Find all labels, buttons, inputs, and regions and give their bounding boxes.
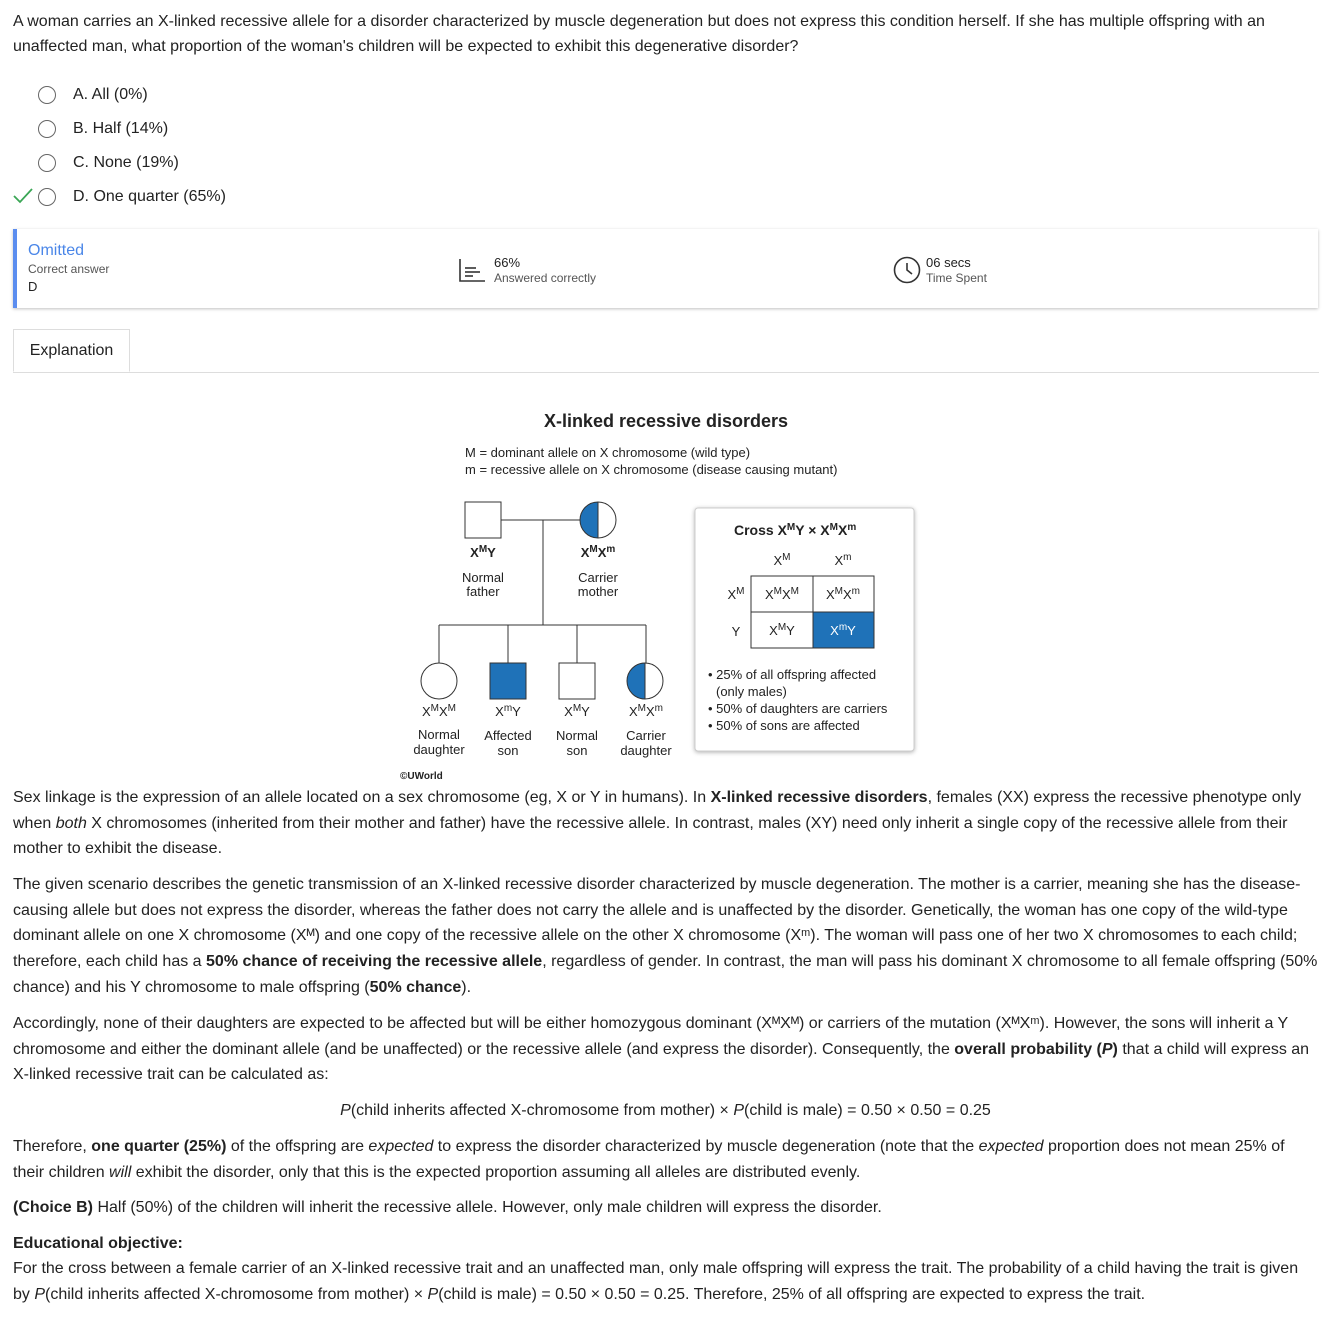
x-linked-figure bbox=[395, 400, 935, 785]
mother-carrier-fill bbox=[580, 500, 598, 540]
legend-recessive: m = recessive allele on X chromosome (disease causing mutant) bbox=[465, 462, 838, 477]
radio-button[interactable] bbox=[38, 86, 56, 104]
mother-desc: mother bbox=[577, 584, 619, 599]
father-symbol bbox=[465, 502, 501, 538]
child-desc: Normal bbox=[418, 727, 460, 742]
child-desc: son bbox=[566, 743, 588, 758]
child-genotype: $X^MX^M$ bbox=[421, 703, 457, 719]
punnett-row-header: Y bbox=[731, 624, 741, 639]
choice-label: A. All (0%) bbox=[73, 86, 148, 103]
svg-text:XMXM: $X^MX^M$ bbox=[764, 586, 800, 602]
tab-explanation[interactable]: Explanation bbox=[13, 329, 130, 372]
affected-son-symbol bbox=[490, 663, 526, 699]
tab-bar bbox=[13, 329, 1319, 373]
mother-desc: Carrier bbox=[578, 570, 618, 585]
figure-title: X-linked recessive disorders bbox=[543, 411, 789, 431]
bar-chart-icon bbox=[458, 257, 486, 283]
normal-daughter-symbol bbox=[421, 663, 457, 699]
choice-label: D. One quarter (65%) bbox=[73, 188, 226, 205]
explanation-paragraph-3: Accordingly, none of their daughters are expected to be affected but will be either homozygous dominant (XᴹXᴹ) or carriers of the mutation (XᴹXᵐ). However, the sons will inherit a Y chromosome and either the dominant allele (and be unaffected) or the recessive allele (and express the disorder). Consequently, the overall probability (P) that a child will express an X-linked recessive trait can be calculated as: bbox=[13, 1015, 1310, 1084]
child-desc: daughter bbox=[620, 743, 672, 758]
educational-objective-title: Educational objective: bbox=[13, 1235, 183, 1252]
radio-button[interactable] bbox=[38, 188, 56, 206]
punnett-col-header: $X^m$ bbox=[834, 552, 852, 568]
choice-label: C. None (19%) bbox=[73, 154, 179, 171]
answer-stats-panel bbox=[13, 229, 1318, 308]
status-omitted: Omitted bbox=[28, 242, 85, 259]
time-spent-value: 06 secs bbox=[926, 255, 971, 270]
child-desc: Affected bbox=[484, 728, 532, 743]
explanation-paragraph-4: Therefore, one quarter (25%) of the offspring are expected to express the disorder characterized by muscle degeneration (note that the expected proportion does not mean 25% of their children will exhibit the disorder, only that this is the expected proportion assuming all alleles are distributed evenly. bbox=[13, 1138, 1285, 1181]
question-stem: A woman carries an X-linked recessive allele for a disorder characterized by muscle degeneration but does not express this condition herself. If she has multiple offspring with an unaffected man, what proportion of the woman's children will be expected to exhibit this degenerative disorder? bbox=[13, 13, 1265, 55]
percent-correct-label: Answered correctly bbox=[494, 271, 597, 285]
child-genotype: $X^MX^m$ bbox=[628, 703, 664, 719]
check-icon bbox=[12, 186, 34, 206]
child-desc: Carrier bbox=[626, 728, 666, 743]
correct-answer-value: D bbox=[28, 279, 38, 294]
child-genotype: $X^MY$ bbox=[564, 703, 590, 719]
mother-genotype: $X^MX^m$ bbox=[580, 544, 616, 560]
explanation-paragraph-1: Sex linkage is the expression of an allele located on a sex chromosome (eg, X or Y in humans). In X-linked recessive disorders, females (XX) express the recessive phenotype only when both X chromosomes (inherited from their mother and father) have the recessive allele. In contrast, males (XY) need only inherit a single copy of the recessive allele from their mother to exhibit the disease. bbox=[13, 789, 1302, 858]
choice-label: B. Half (14%) bbox=[73, 120, 169, 137]
clock-icon bbox=[893, 256, 921, 284]
radio-button[interactable] bbox=[38, 120, 56, 138]
figure-svg bbox=[395, 400, 935, 785]
child-desc: son bbox=[497, 743, 519, 758]
percent-correct-value: 66% bbox=[494, 255, 521, 270]
father-desc: Normal bbox=[462, 570, 504, 585]
correct-answer-label: Correct answer bbox=[28, 262, 110, 276]
time-spent-label: Time Spent bbox=[926, 271, 987, 285]
radio-button[interactable] bbox=[38, 154, 56, 172]
svg-text:XMY: $X^MY$ bbox=[769, 622, 795, 638]
svg-text:XMXm: $X^MX^m$ bbox=[825, 586, 861, 602]
punnett-bullet: • 50% of daughters are carriers bbox=[708, 701, 888, 716]
choice-b-explanation: (Choice B) Half (50%) of the children will inherit the recessive allele. However, only male children will express the disorder. bbox=[13, 1199, 882, 1216]
child-desc: Normal bbox=[556, 728, 598, 743]
probability-formula: P(child inherits affected X-chromosome from mother) × P(child is male) = 0.50 × 0.50 = 0.25 bbox=[340, 1102, 991, 1119]
cross-label: Cross $X^MY \times X^MX^m$ bbox=[734, 522, 857, 538]
explanation-paragraph-2: The given scenario describes the genetic transmission of an X-linked recessive disorder characterized by muscle degeneration. The mother is a carrier, meaning she has the disease-causing allele but does not express the disorder, whereas the father does not carry the allele and is unaffected by the disorder. Genetically, the woman has one copy of the wild-type dominant allele on one X chromosome (Xᴹ) and one copy of the recessive allele on the other X chromosome (Xᵐ). The woman will pass one of her two X chromosomes to each child; therefore, each child has a 50% chance of receiving the recessive allele, regardless of gender. In contrast, the man will pass his dominant X chromosome to all female offspring (50% chance) and his Y chromosome to male offspring (50% chance). bbox=[13, 876, 1318, 996]
father-desc: father bbox=[466, 584, 500, 599]
normal-son-symbol bbox=[559, 663, 595, 699]
punnett-bullet: • 50% of sons are affected bbox=[708, 718, 860, 733]
child-desc: daughter bbox=[413, 742, 465, 757]
punnett-col-header: $X^M$ bbox=[773, 552, 791, 568]
child-genotype: $X^mY$ bbox=[495, 703, 521, 719]
legend-dominant: M = dominant allele on X chromosome (wild type) bbox=[465, 445, 751, 460]
punnett-bullet: (only males) bbox=[716, 684, 787, 699]
punnett-row-header: $X^M$ bbox=[727, 586, 745, 602]
father-genotype: $X^MY$ bbox=[470, 544, 496, 560]
carrier-daughter-fill bbox=[627, 661, 645, 701]
punnett-bullet: • 25% of all offspring affected bbox=[708, 667, 877, 682]
educational-objective-text: For the cross between a female carrier of an X-linked recessive trait and an unaffected man, only male offspring will express the trait. The probability of a child having the trait is given by P(child inherits affected X-chromosome from mother) × P(child is male) = 0.50 × 0.50 = 0.25. Therefore, 25% of all offspring are expected to express the trait. bbox=[13, 1260, 1299, 1303]
svg-text:XmY: $X^mY$ bbox=[830, 622, 856, 638]
uworld-copyright: ©UWorld bbox=[400, 771, 443, 782]
